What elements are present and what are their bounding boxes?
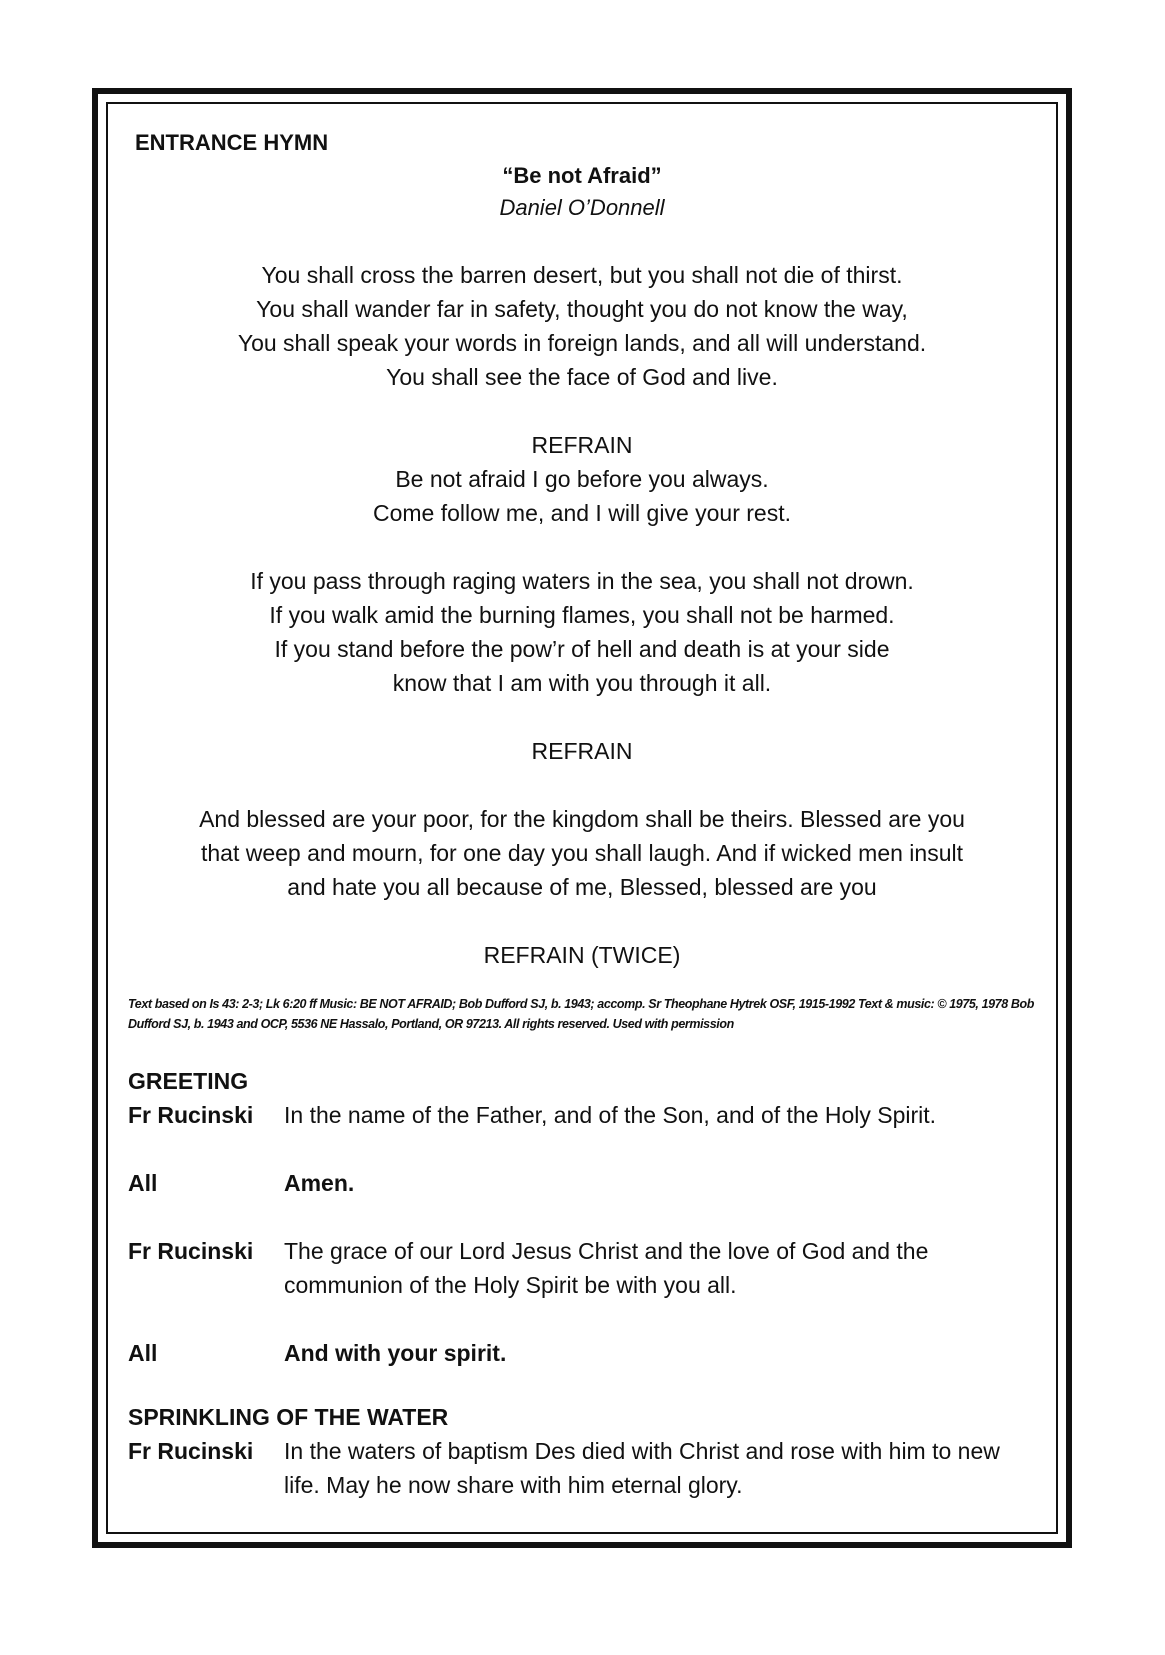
order-of-service	[128, 126, 1036, 1502]
copyright-credit: Text based on Is 43: 2-3; Lk 6:20 ff Music: BE NOT AFRAID; Bob Dufford SJ, b. 1943; accomp. Sr Theophane Hytrek OSF, 1915-1992 Text & music: © 1975, 1978 Bob Dufford SJ, b. 1943 and OCP, 5536 NE Hassalo, Portland, OR 97213. All rights reserved. Used with permission	[128, 997, 1034, 1031]
refrain-label-2: REFRAIN	[531, 738, 633, 764]
verse-line: know that I am with you through it all.	[392, 670, 772, 696]
verse-line: If you stand before the pow’r of hell and death is at your side	[274, 636, 890, 662]
response-text: And with your spirit.	[284, 1340, 507, 1366]
verse-line: You shall wander far in safety, thought you do not know the way,	[256, 296, 908, 322]
refrain-line: Come follow me, and I will give your rest.	[373, 500, 791, 526]
page-border	[92, 88, 1072, 1548]
dialogue-row	[128, 1434, 1036, 1502]
verse-1	[128, 258, 1036, 394]
dialogue-row	[128, 1166, 1036, 1200]
dialogue-row	[128, 1336, 1036, 1370]
entrance-hymn-heading: ENTRANCE HYMN	[135, 130, 329, 155]
dialogue-text: The grace of our Lord Jesus Christ and the love of God and the communion of the Holy Spirit be with you all.	[284, 1238, 929, 1298]
dialogue-text: In the name of the Father, and of the Son, and of the Holy Spirit.	[284, 1102, 937, 1128]
verse-line: You shall speak your words in foreign lands, and all will understand.	[237, 330, 927, 356]
verse-2	[128, 564, 1036, 700]
greeting-heading: GREETING	[128, 1068, 249, 1094]
verse-line: If you pass through raging waters in the sea, you shall not drown.	[250, 568, 914, 594]
hymn-author: Daniel O’Donnell	[499, 195, 665, 220]
verse-line: You shall cross the barren desert, but you shall not die of thirst.	[261, 262, 903, 288]
dialogue-row	[128, 1098, 1036, 1132]
verse-line: and hate you all because of me, Blessed, blessed are you	[287, 874, 877, 900]
speaker: Fr Rucinski	[128, 1438, 254, 1464]
response-text: Amen.	[284, 1170, 355, 1196]
speaker: All	[128, 1170, 158, 1196]
hymn-title: “Be not Afraid”	[502, 163, 662, 188]
refrain	[128, 462, 1036, 530]
verse-line: If you walk amid the burning flames, you shall not be harmed.	[269, 602, 895, 628]
speaker: Fr Rucinski	[128, 1102, 254, 1128]
verse-3	[128, 802, 1036, 904]
refrain-twice-label: REFRAIN (TWICE)	[483, 942, 681, 968]
dialogue-row	[128, 1234, 1036, 1302]
dialogue-text: In the waters of baptism Des died with Christ and rose with him to new life. May he now share with him eternal glory.	[284, 1438, 1000, 1498]
verse-line: that weep and mourn, for one day you shall laugh. And if wicked men insult	[200, 840, 963, 866]
speaker: All	[128, 1340, 158, 1366]
refrain-label: REFRAIN	[531, 432, 633, 458]
page-inner-border	[106, 102, 1058, 1534]
verse-line: You shall see the face of God and live.	[386, 364, 778, 390]
verse-line: And blessed are your poor, for the kingdom shall be theirs. Blessed are you	[199, 806, 965, 832]
refrain-line: Be not afraid I go before you always.	[395, 466, 769, 492]
sprinkling-heading: SPRINKLING OF THE WATER	[128, 1404, 449, 1430]
speaker: Fr Rucinski	[128, 1238, 254, 1264]
